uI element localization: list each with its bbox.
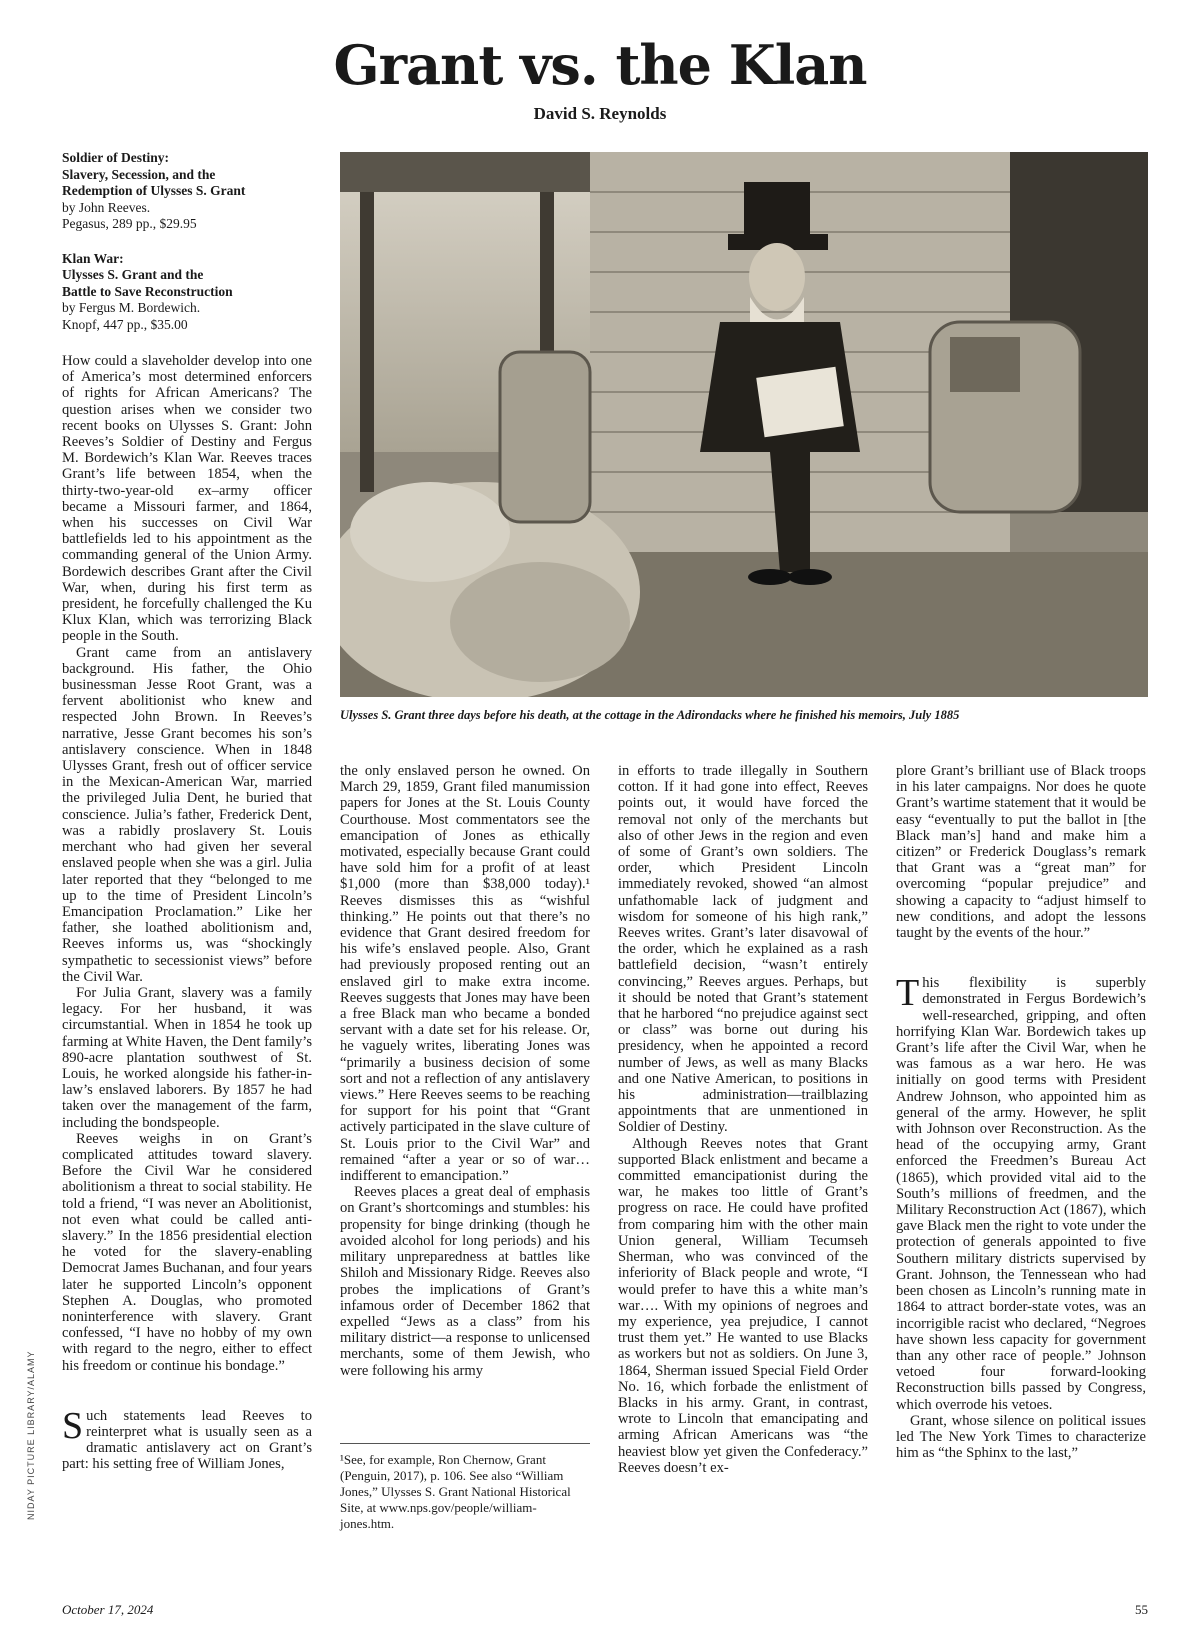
article-column-4 xyxy=(896,763,1146,1461)
paragraph: For Julia Grant, slavery was a family legacy. For her husband, it was circumstantial. When in 1854 he took up farming at White Haven, the Dent family’s 890-acre plantation southwest of St. Louis, he worked alongside his father-in-law’s enslaved laborers. By 1857 he had taken over the management of the farm, including the bondspeople. xyxy=(62,984,312,1131)
grant-porch-photo xyxy=(340,152,1148,697)
paragraph: Reeves places a great deal of emphasis on Grant’s shortcomings and stumbles: his propensity for binge drinking (though he avoided alcohol for long periods) and his military unpreparedness at battles like Shiloh and Missionary Ridge. Reeves also probes the implications of Grant’s infamous order of December 1862 that expelled “Jews as a class” from his military district—a response to unlicensed merchants, some of them Jewish, who were following his army xyxy=(340,1184,590,1379)
paragraph: in efforts to trade illegally in Southern cotton. If it had gone into effect, Reeves points out, it would have forced the removal not only of the merchants but also of other Jews in the region and even of some of Grant’s own soldiers. The order, which President Lincoln immediately revoked, showed “an almost unfathomable lack of judgment and wisdom for someone of his high rank,” Reeves writes. Grant’s later disavowal of the order, which he explained as a rash battlefield decision, “wasn’t entirely convincing,” Reeves argues. Perhaps, but it should be noted that Grant’s statement that he harbored “no prejudice against sect or class” was borne out during his presidency, when he appointed a record number of Jews, as well as many Blacks and one Native American, to positions in his administration—trailblazing appointments that are unmentioned in Soldier of Destiny. xyxy=(618,763,868,1136)
paragraph: Grant came from an antislavery background. His father, the Ohio businessman Jesse Root Grant, was a fervent abolitionist who knew and respected John Brown. In Reeves’s narrative, Jesse Grant becomes his son’s antislavery conscience. When in 1848 Ulysses Grant, fresh out of officer service in the Mexican-American War, married the privileged Julia Dent, he buried that conscience. Julia’s father, Frederick Dent, was a rabidly proslavery St. Louis merchant who had given her several enslaved people when she was a girl. Julia later reported that they “belonged to me up to the time of President Lincoln’s Emancipation Proclamation.” Like her father, she loathed abolitionism and, Reeves informs us, was “shockingly sympathetic to secessionist views” before the Civil War. xyxy=(62,644,312,985)
page-number: 55 xyxy=(1135,1602,1148,1617)
drop-cap: T xyxy=(896,972,920,1015)
paragraph-section-start xyxy=(896,972,1146,1413)
article-column-1 xyxy=(62,353,312,1473)
paragraph: plore Grant’s brilliant use of Black troops in his later campaigns. Nor does he quote Grant’s wartime statement that it would be easy “eventually to put the ballot in [the Black man’s] hand and make him a citizen” or Frederick Douglass’s remark that Grant was a “great man” for overcoming “popular prejudice” and showing a capacity to “adjust himself to new conditions, and adopt the lessons taught by the events of the hour.” xyxy=(896,763,1146,942)
paragraph-section-start xyxy=(62,1404,312,1473)
book-publisher: Knopf, 447 pp., $35.00 xyxy=(62,316,188,332)
paragraph: Grant, whose silence on political issues led The New York Times to characterize him as “the Sphinx to the last,” xyxy=(896,1412,1146,1462)
paragraph: How could a slaveholder develop into one of America’s most determined enforcers of rights for African Americans? The question arises when we consider two recent books on Ulysses S. Grant: John Reeves’s Soldier of Destiny and Fergus M. Bordewich’s Klan War. Reeves traces Grant’s life between 1854, when the thirty-two-year-old ex–army officer became a Missouri farmer, and 1864, when his successes on Civil War battlefields led to his appointment as the commanding general of the Union Army. Bordewich describes Grant after the Civil War, when, during his first term as president, he forcefully challenged the Ku Klux Klan, which was terrorizing Black people in the South. xyxy=(62,353,312,645)
issue-date: October 17, 2024 xyxy=(62,1602,154,1617)
paragraph: Reeves weighs in on Grant’s complicated attitudes toward slavery. Before the Civil War he considered abolitionism a threat to social stability. He told a friend, “I was never an Abolitionist, not even what could be called anti-slavery.” In the 1856 presidential election he voted for the slavery-enabling Democrat James Buchanan, and four years later he supported Lincoln’s opponent Stephen A. Douglas, who promoted noninterference with slavery. Grant confessed, “I have no hobby of my own with regard to the negro, either to effect his freedom or continue his bondage.” xyxy=(62,1130,312,1374)
book-entry xyxy=(62,150,317,233)
paragraph-text: his flexibility is superbly demonstrated in Fergus Bordewich’s well-researched, gripping, and often horrifying Klan War. Bordewich takes up Grant’s life after the Civil War, when he was famous as a war hero. He was initially on good terms with President Andrew Johnson, who appointed him as general of the army. However, he split with Johnson over Reconstruction. As the head of the occupying army, Grant enforced the Freedmen’s Bureau Act (1865), which provided vital aid to the South’s millions of freedmen, and the Military Reconstruction Act (1867), which gave Black men the right to vote under the protection of generals appointed to five Southern military districts supervised by Grant. Johnson, the Tennessean who had been chosen as Lincoln’s running mate in 1864 to attract border-state votes, was an incorrigible racist who declared, “Negroes have shown less capacity for government than any other race of people.” Johnson vetoed four forward-looking Reconstruction bills passed by Congress, which overrode his vetoes. xyxy=(896,975,1146,1413)
book-publisher: Pegasus, 289 pp., $29.95 xyxy=(62,216,197,231)
book-title-line: Soldier of Destiny: xyxy=(62,150,169,165)
book-title-line: Redemption of Ulysses S. Grant xyxy=(62,183,246,198)
book-author: by Fergus M. Bordewich. xyxy=(62,300,201,315)
photo-caption: Ulysses S. Grant three days before his death, at the cottage in the Adirondacks where he finished his memoirs, July 1885 xyxy=(340,708,960,722)
book-title-line: Battle to Save Reconstruction xyxy=(62,283,233,299)
photo-credit: NIDAY PICTURE LIBRARY/ALAMY xyxy=(26,1350,36,1520)
article-column-3 xyxy=(618,763,868,1476)
book-author: by John Reeves. xyxy=(62,199,151,215)
footnote: ¹See, for example, Ron Chernow, Grant (Penguin, 2017), p. 106. See also “William Jones,” Ulysses S. Grant National Historical Site, at www.nps.gov/people/william-jones.htm. xyxy=(340,1443,590,1532)
paragraph: the only enslaved person he owned. On March 29, 1859, Grant filed manumission papers for Jones at the St. Louis County Courthouse. Most commentators see the emancipation of Jones as ethically motivated, especially because Grant could have sold him for a profit of at least $1,000 (more than $38,000 today).¹ Reeves dismisses this as “wishful thinking.” He points out that there’s no evidence that Grant desired freedom for his wife’s enslaved people. Also, Grant had previously proposed renting out an enslaved girl to make extra income. Reeves suggests that Jones may have been a free Black man who became a bonded servant with a date set for his release. Or, he vaguely writes, liberating Jones was “primarily a business decision of some sort and not a reflection of any antislavery views.” Here Reeves seems to be reaching for support for his point that “Grant actively participated in the slave culture of St. Louis prior to the Civil War” and remained “after a year or so of war…indifferent to emancipation.” xyxy=(340,763,590,1185)
paragraph: Although Reeves notes that Grant supported Black enlistment and became a committed emancipationist during the war, he makes too little of Grant’s progress on race. He could have profited from comparing him with the other main Union general, William Tecumseh Sherman, who was convinced of the inferiority of Black people and wrote, “I would prefer to have this a white man’s war…. With my opinions of negroes and my experience, yea prejudice, I cannot trust them yet.” He wanted to use Blacks as workers but not as soldiers. On June 3, 1864, Sherman issued Special Field Order No. 16, which forbade the enlistment of Blacks in his army. Grant, in contrast, wrote to Lincoln that emancipating and arming African Americans was “the heaviest blow yet given the Confederacy.” Reeves doesn’t ex- xyxy=(618,1135,868,1476)
photo-illustration xyxy=(340,152,1148,697)
article-title: Grant vs. the Klan xyxy=(333,33,867,97)
book-title-line: Slavery, Secession, and the xyxy=(62,166,216,182)
paragraph-text: uch statements lead Reeves to reinterpret what is usually seen as a dramatic antislavery act on Grant’s part: his setting free of William Jones, xyxy=(62,1407,312,1473)
books-reviewed xyxy=(62,150,317,351)
book-entry xyxy=(62,251,317,334)
drop-cap: S xyxy=(62,1404,84,1447)
book-title-line: Klan War: xyxy=(62,250,124,266)
book-title-line: Ulysses S. Grant and the xyxy=(62,267,204,282)
article-column-2 xyxy=(340,763,590,1379)
article-author: David S. Reynolds xyxy=(533,104,667,123)
